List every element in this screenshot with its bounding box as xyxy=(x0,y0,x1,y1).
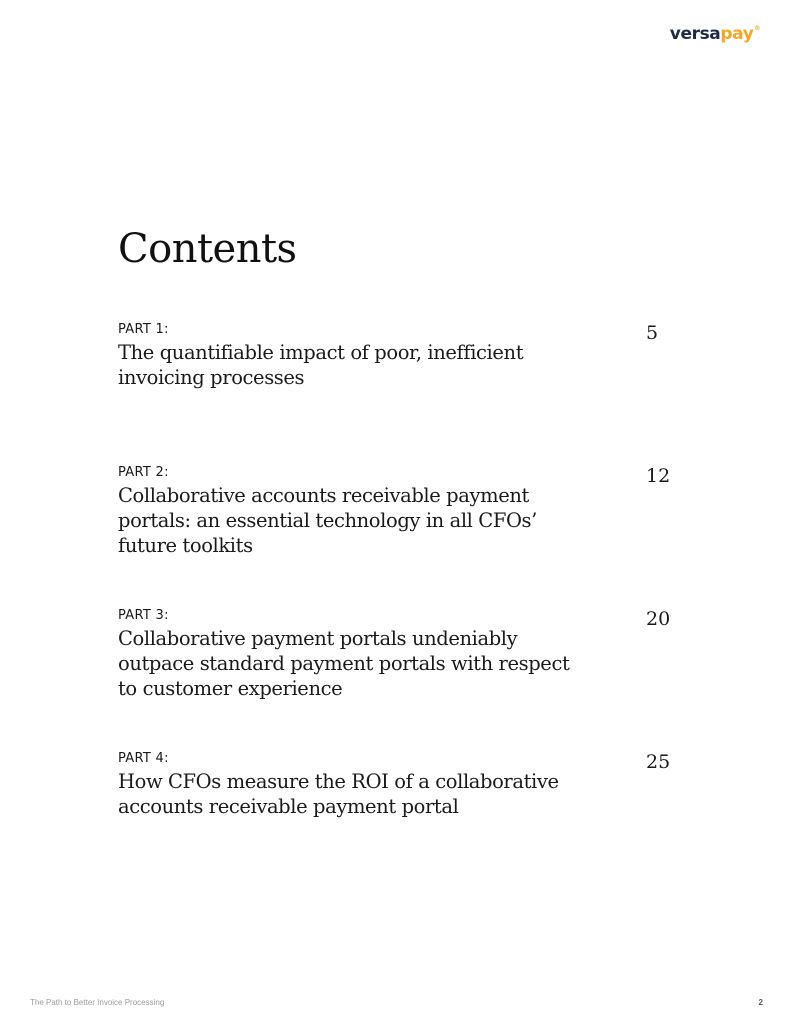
logo-text-pay: pay xyxy=(720,24,754,44)
toc-part-heading: How CFOs measure the ROI of a collaborative accounts receivable payment portal xyxy=(118,770,559,818)
toc-entry-part-2[interactable] xyxy=(118,463,678,606)
toc-page-number: 5 xyxy=(646,322,659,344)
toc-entry-part-4[interactable] xyxy=(118,749,678,892)
table-of-contents xyxy=(118,320,678,892)
toc-part-heading: Collaborative payment portals undeniably outpace standard payment portals with respect to customer experience xyxy=(118,627,570,700)
footer-page-number: 2 xyxy=(758,998,763,1007)
toc-entry-part-1[interactable] xyxy=(118,320,678,463)
toc-part-heading: The quantifiable impact of poor, inefficient invoicing processes xyxy=(118,341,524,389)
toc-page-number: 25 xyxy=(646,751,671,773)
toc-part-label: PART 1: xyxy=(118,322,169,337)
toc-part-heading: Collaborative accounts receivable payment portals: an essential technology in all CFOs’ future toolkits xyxy=(118,484,537,557)
toc-page-number: 12 xyxy=(646,465,671,487)
toc-entry-part-3[interactable] xyxy=(118,606,678,749)
toc-part-label: PART 3: xyxy=(118,608,169,623)
toc-part-label: PART 4: xyxy=(118,751,169,766)
footer-document-title: The Path to Better Invoice Processing xyxy=(30,998,165,1007)
logo-text-versa: versa xyxy=(669,24,721,44)
toc-part-label: PART 2: xyxy=(118,465,169,480)
logo-trademark: ® xyxy=(754,25,760,32)
toc-page-number: 20 xyxy=(646,608,671,630)
versapay-logo xyxy=(670,26,760,43)
page-title: Contents xyxy=(118,226,297,272)
